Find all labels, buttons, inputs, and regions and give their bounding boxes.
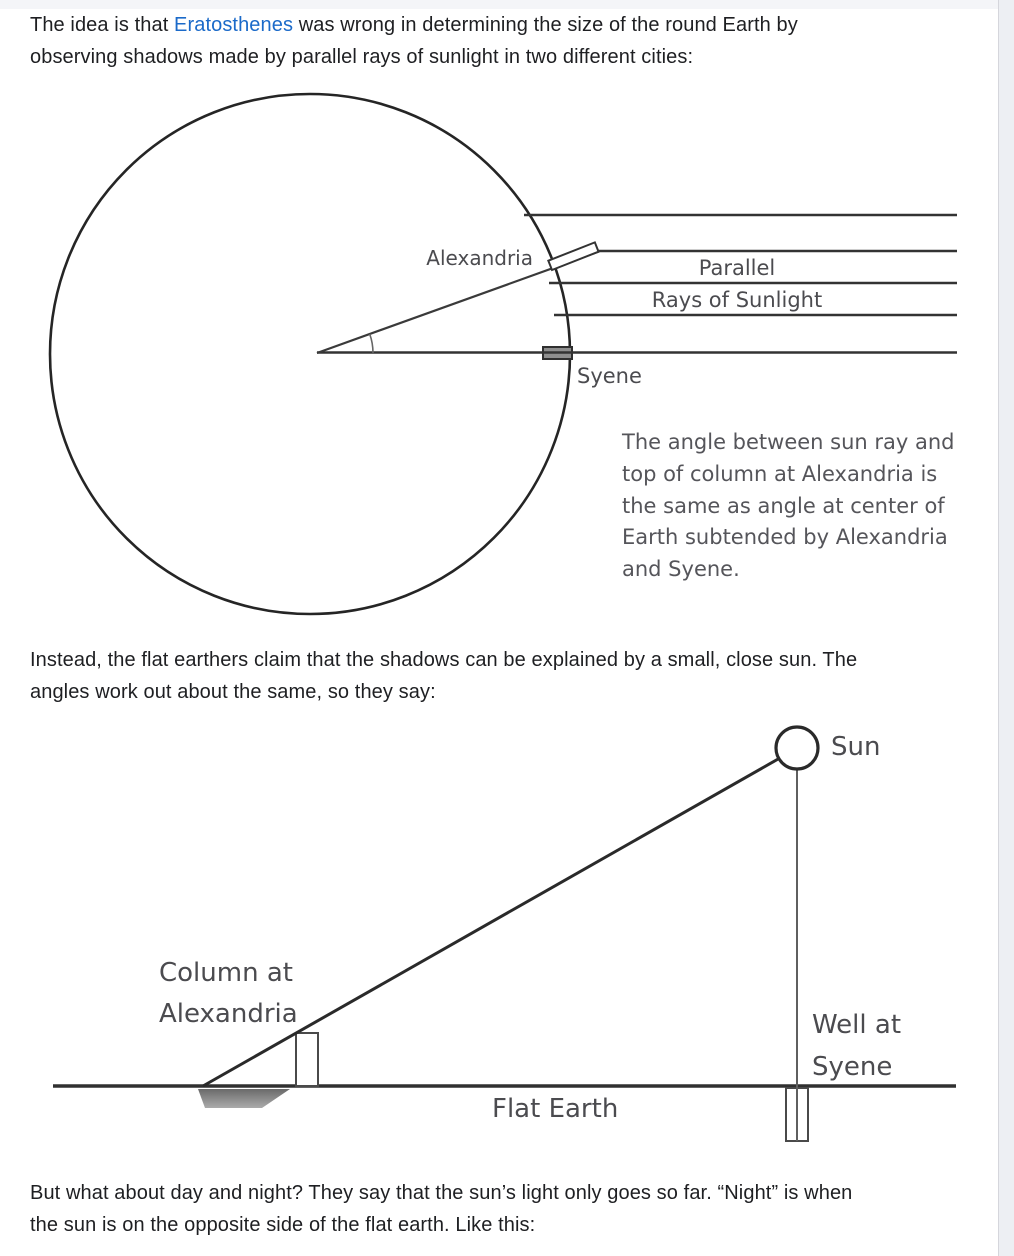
flat-earth-label: Flat Earth	[492, 1094, 619, 1124]
central-angle-arc	[370, 334, 373, 353]
page-top-margin	[0, 0, 1014, 9]
flat-earth-claim-paragraph	[30, 645, 985, 708]
alexandria-label: Alexandria	[426, 246, 533, 270]
column-shadow-shape	[198, 1089, 290, 1108]
column-label-line2: Alexandria	[159, 998, 298, 1029]
sun-circle	[776, 727, 818, 769]
parallel-rays-label-line2: Rays of Sunlight	[651, 288, 823, 312]
flat-earth-diagram	[0, 713, 1014, 1158]
column-label	[159, 953, 298, 1034]
column-label-line1: Column at	[159, 958, 293, 988]
alexandria-column-shape	[548, 242, 598, 270]
caption-line-4: Earth subtended by Alexandria	[622, 525, 948, 550]
intro-text-line2: observing shadows made by parallel rays of sunlight in two different cities:	[30, 45, 694, 68]
claim-text-line1: Instead, the flat earthers claim that the shadows can be explained by a small, close sun. The	[30, 649, 858, 671]
caption-line-1: The angle between sun ray and	[622, 430, 955, 454]
caption-line-3: the same as angle at center of	[622, 493, 945, 518]
earth-circle	[50, 94, 570, 614]
parallel-rays-label-line1: Parallel	[698, 256, 776, 280]
intro-text-before-link: The idea is that	[30, 14, 175, 36]
flat-column-shape	[296, 1033, 318, 1086]
caption-line-2: top of column at Alexandria is	[622, 461, 938, 486]
slanted-sun-ray-line	[203, 759, 779, 1087]
syene-label: Syene	[577, 364, 642, 388]
intro-text-after-link: was wrong in determining the size of the round Earth by	[293, 14, 798, 36]
well-label	[812, 1004, 901, 1088]
angle-explanation-caption	[622, 427, 955, 586]
day-night-paragraph	[30, 1178, 985, 1241]
day-night-text-line2: the sun is on the opposite side of the flat earth. Like this:	[30, 1213, 536, 1236]
eratosthenes-link[interactable]: Eratosthenes	[174, 14, 294, 36]
intro-paragraph	[30, 10, 985, 73]
claim-text-line2: angles work out about the same, so they say:	[30, 680, 436, 703]
day-night-text-line1: But what about day and night? They say that the sun’s light only goes so far. “Night” is when	[30, 1182, 853, 1204]
caption-line-5: and Syene.	[622, 557, 740, 582]
sun-label: Sun	[831, 732, 881, 762]
well-label-line2: Syene	[812, 1052, 893, 1082]
well-label-line1: Well at	[812, 1010, 902, 1040]
